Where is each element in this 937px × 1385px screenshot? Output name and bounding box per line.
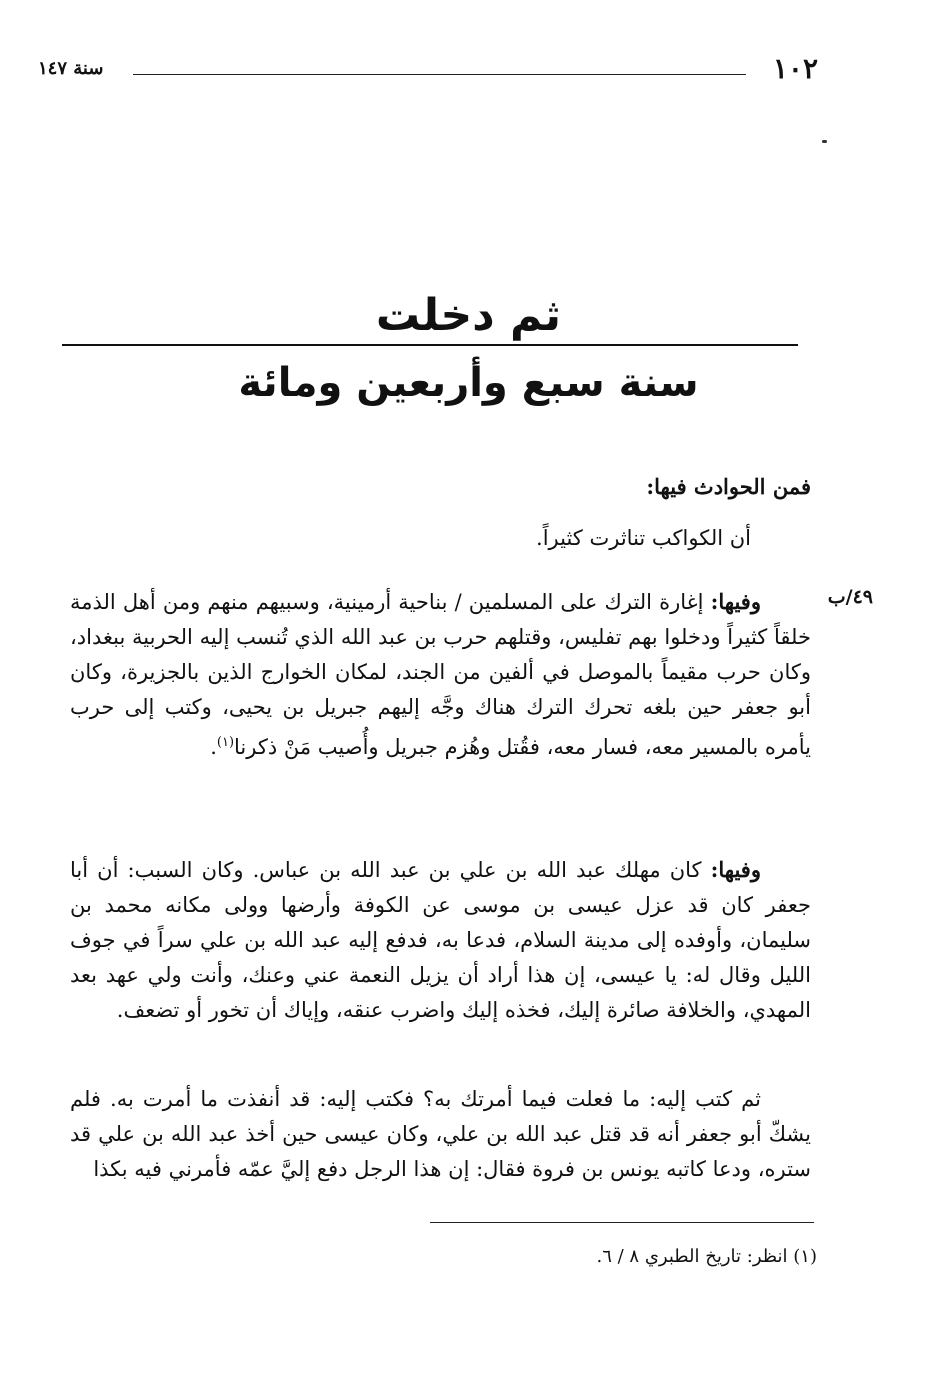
paragraph-text: كان مهلك عبد الله بن علي بن عبد الله بن عباس. وكان السبب: أن أبا جعفر كان قد عزل عيسى بن موسى عن الكوفة وأرضها وولى مكانه محمد بن سليمان، وأوفده إلى مدينة السلام، فدعا به، فدفع إليه عبد الله بن علي سراً في جوف الليل وقال له: يا عيسى، إن هذا أراد أن يزيل النعمة عني وعنك، وأنت ولي عهد بعد المهدي، والخلافة صائرة إليك، فخذه إليك واضرب عنقه، وإياك أن تخور أو تضعف. bbox=[70, 858, 811, 1022]
chapter-title-top: ثم دخلت bbox=[375, 290, 562, 341]
events-heading: فمن الحوادث فيها: bbox=[646, 474, 811, 499]
running-title: سنة ١٤٧ bbox=[38, 58, 104, 79]
footnote-ref[interactable]: (١) bbox=[216, 735, 235, 750]
paragraph-text: إغارة الترك على المسلمين / بناحية أرمينية، وسبيهم منهم ومن أهل الذمة خلقاً كثيراً ودخلوا بهم تفليس، وقتلهم حرب بن عبد الله الذي تُنسب إليه الحربية ببغداد، وكان حرب مقيماً بالموصل في ألفين من الجند، لمكان الخوارج الذين بالجزيرة، وكان أبو جعفر حين بلغه تحرك الترك هناك وجَّه إليهم جبريل بن يحيى، وكتب إلى حرب يأمره بالمسير معه، فسار معه، فقُتل وهُزم جبريل وأُصيب مَنْ ذكرنا bbox=[70, 590, 811, 759]
margin-folio-note: ٤٩/ب bbox=[827, 586, 873, 608]
header-rule bbox=[133, 74, 746, 75]
paragraph-lead: وفيها: bbox=[710, 589, 761, 614]
paragraph-text: ثم كتب إليه: ما فعلت فيما أمرتك به؟ فكتب إليه: قد أنفذت ما أمرت به. فلم يشكّ أبو جعفر أنه قد قتل عبد الله بن علي، وكان عيسى حين أخذ عبد الله بن علي قد ستره، ودعا كاتبه يونس بن فروة فقال: إن هذا الرجل دفع إليَّ عمّه فأمرني فيه بكذا bbox=[70, 1087, 811, 1181]
footnote: (١) انظر: تاريخ الطبري ٨ / ٦. bbox=[596, 1246, 817, 1267]
chapter-title-bottom: سنة سبع وأربعين ومائة bbox=[238, 360, 699, 406]
footnote-rule bbox=[430, 1222, 814, 1223]
paragraph-lead: وفيها: bbox=[710, 857, 761, 882]
running-header bbox=[38, 52, 818, 92]
print-speck bbox=[822, 140, 827, 143]
paragraph-end: . bbox=[210, 735, 217, 759]
chapter-rule bbox=[62, 344, 798, 346]
paragraph bbox=[70, 584, 811, 765]
events-first-item: أن الكواكب تناثرت كثيراً. bbox=[536, 526, 751, 550]
page-number: ١٠٢ bbox=[772, 52, 818, 85]
paragraph bbox=[70, 852, 811, 1028]
paragraph bbox=[70, 1082, 811, 1187]
